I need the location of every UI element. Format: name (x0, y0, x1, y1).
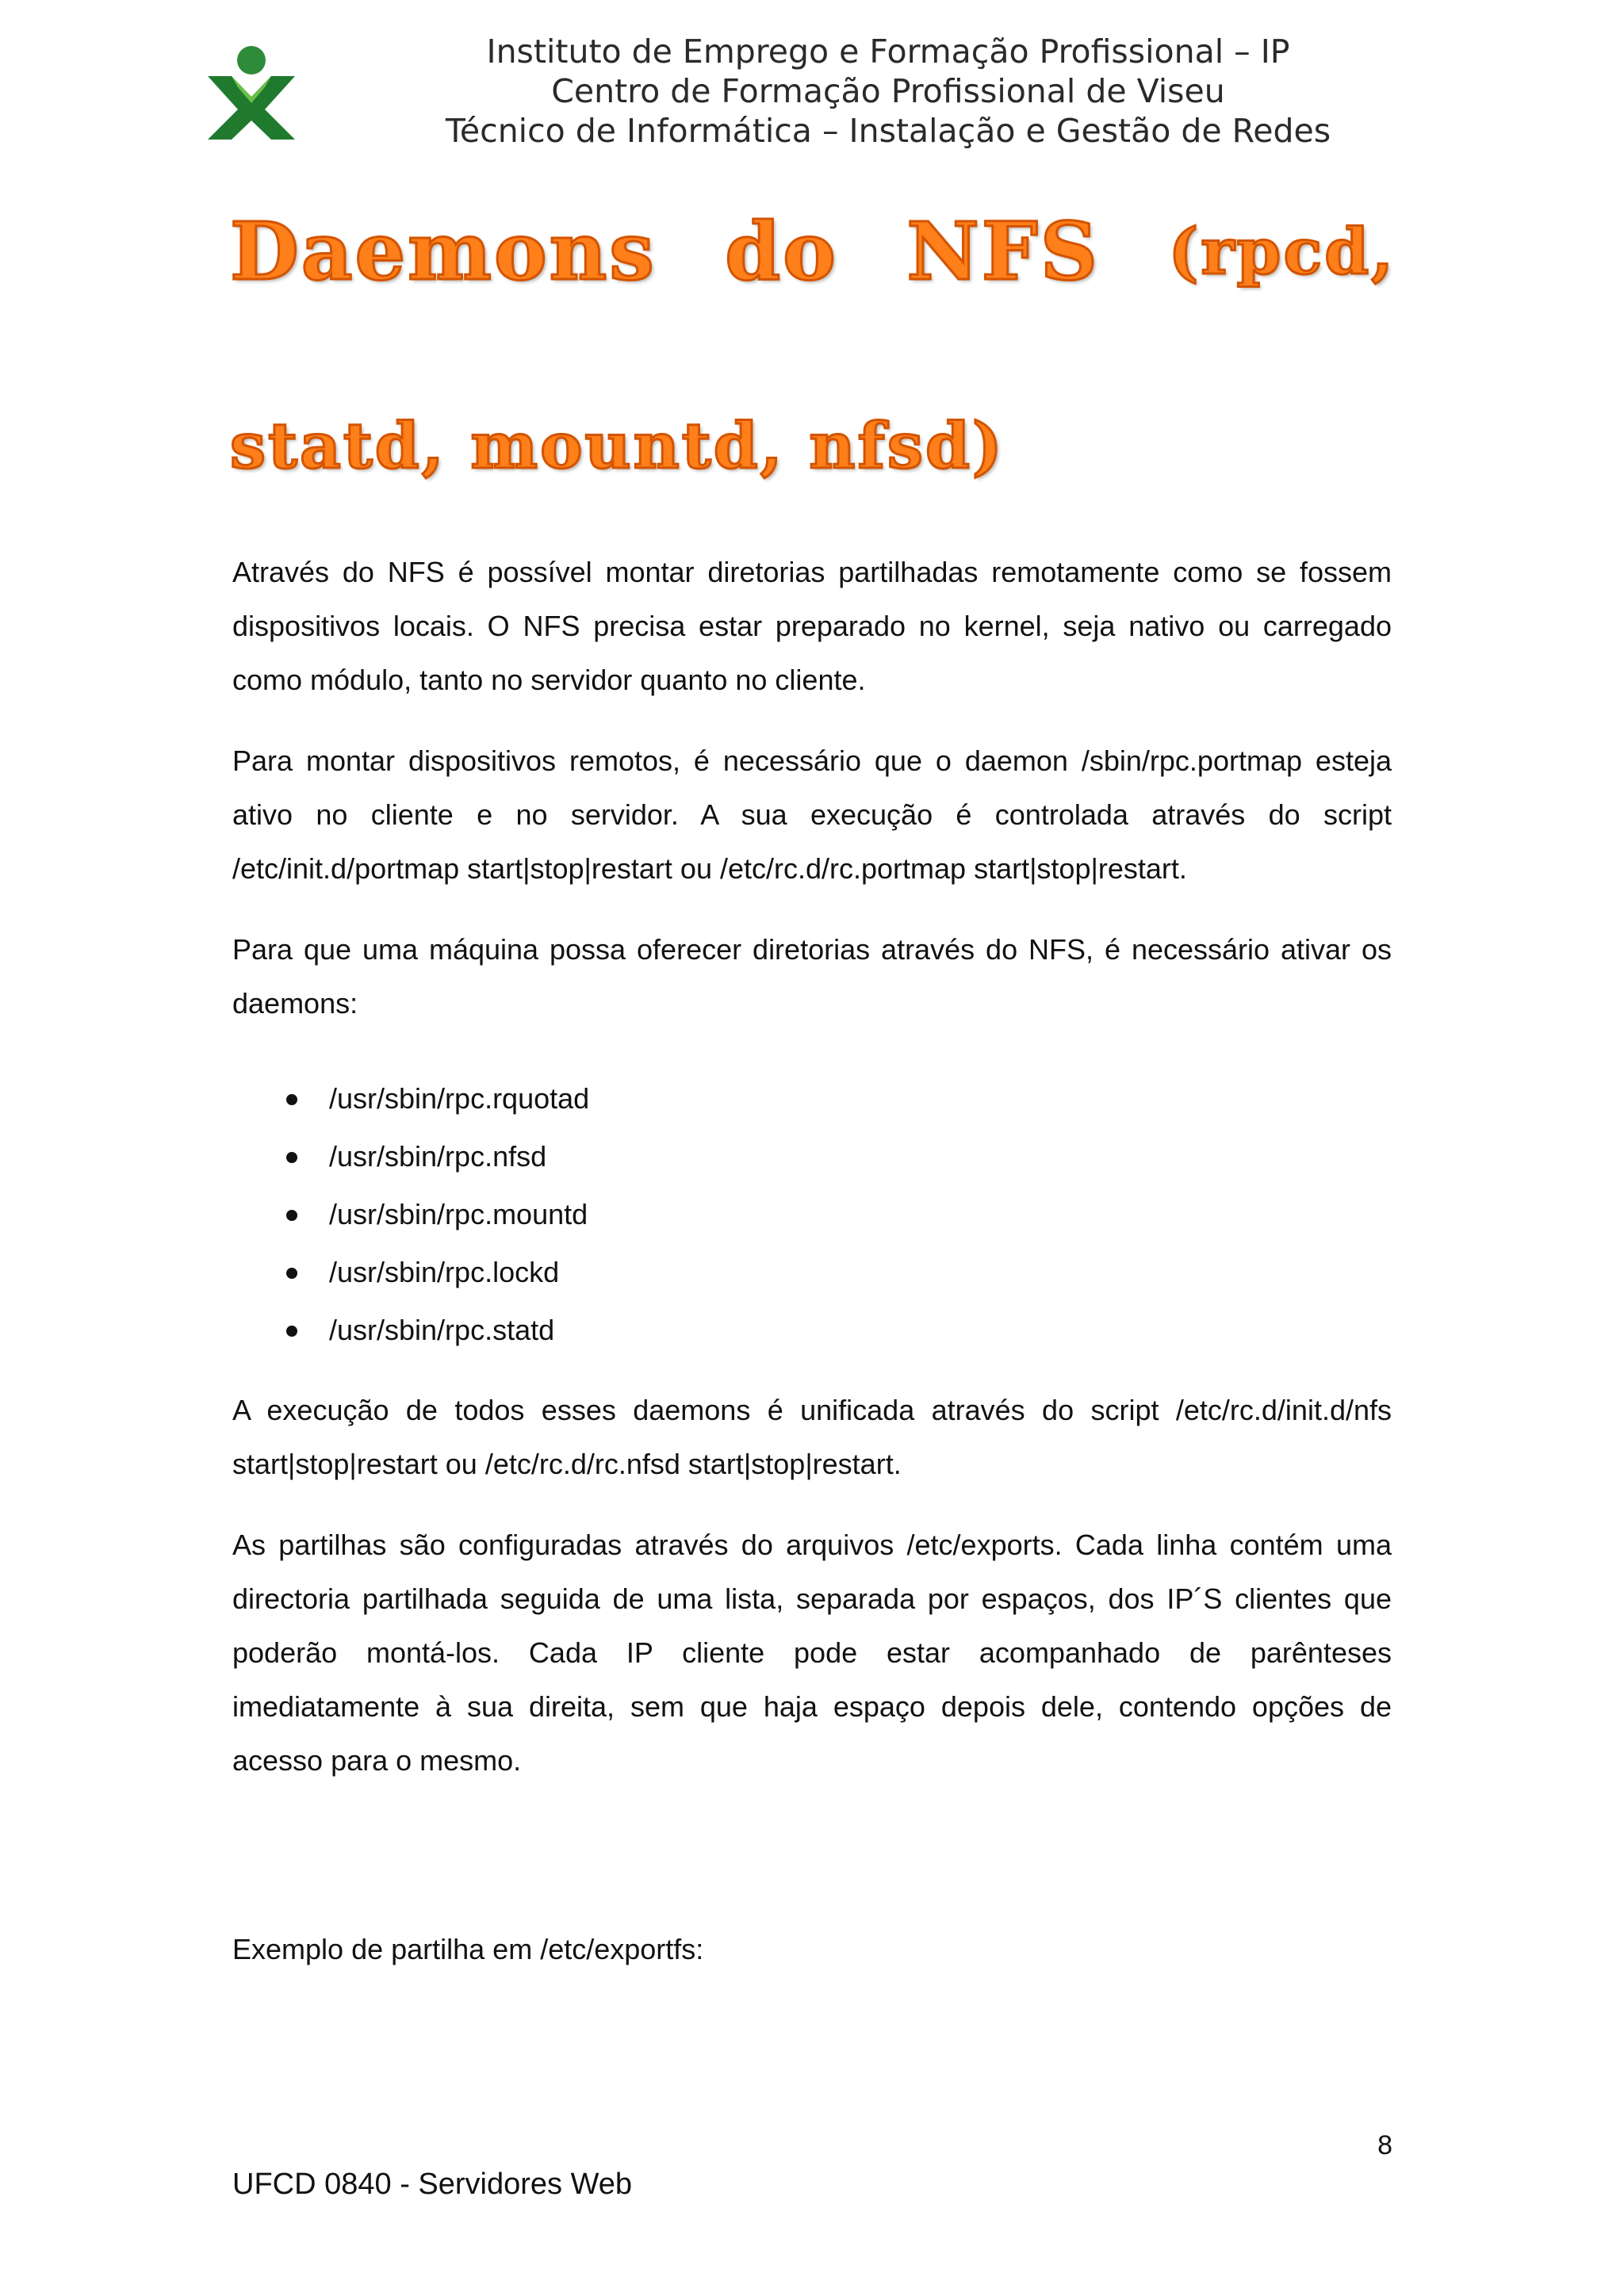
paragraph-exports: As partilhas são configuradas através do arquivos /etc/exports. Cada linha contém uma directoria partilhada seguida de uma lista, separada por espaços, dos IP´S clientes que poderão montá-los. Cada IP cliente pode estar acompanhado de parênteses imediatamente à sua direita, sem que haja espaço depois dele, contendo opções de acesso para o mesmo. (232, 1529, 1392, 1777)
paragraph-portmap: Para montar dispositivos remotos, é necessário que o daemon /sbin/rpc.portmap esteja ativo no cliente e no servidor. A sua execução é controlada através do script /etc/init.d/portmap start|stop|restart ou /etc/rc.d/rc.portmap start|stop|restart. (232, 744, 1392, 885)
paragraph-example: Exemplo de partilha em /etc/exportfs: (232, 1933, 704, 1965)
header-text (333, 32, 1443, 151)
paragraph-intro: Através do NFS é possível montar diretorias partilhadas remotamente como se fossem dispositivos locais. O NFS precisa estar preparado no kernel, seja nativo ou carregado como módulo, tanto no servidor quanto no cliente. (232, 556, 1392, 696)
list-item: /usr/sbin/rpc.rquotad (232, 1072, 1392, 1130)
paragraph-daemons-intro: Para que uma máquina possa oferecer diretorias através do NFS, é necessário ativar os daemons: (232, 933, 1392, 1020)
title-word-nfs: NFS (906, 205, 1100, 298)
iefp-logo-icon (200, 40, 303, 143)
title-word-do: do (725, 205, 838, 298)
daemon-list (232, 1072, 1392, 1361)
document-header (0, 25, 1624, 160)
title-line-1 (230, 205, 1396, 298)
body-content (232, 545, 1392, 2003)
title-word-rpcd: (rpcd, (1168, 214, 1396, 289)
course-name: Técnico de Informática – Instalação e Gestão de Redes (445, 112, 1331, 150)
page-number: 8 (1377, 2130, 1392, 2160)
title-line-2: statd, mountd, nfsd) (230, 408, 1005, 483)
list-item: /usr/sbin/rpc.nfsd (232, 1130, 1392, 1188)
list-item: /usr/sbin/rpc.statd (232, 1303, 1392, 1361)
blank-space (232, 1815, 1392, 1923)
list-item: /usr/sbin/rpc.lockd (232, 1246, 1392, 1303)
center-name: Centro de Formação Profissional de Viseu (551, 72, 1225, 110)
institute-name: Instituto de Emprego e Formação Profissional – IP (486, 33, 1290, 71)
list-item: /usr/sbin/rpc.mountd (232, 1188, 1392, 1246)
paragraph-unified-script: A execução de todos esses daemons é unificada através do script /etc/rc.d/init.d/nfs start|stop|restart ou /etc/rc.d/rc.nfsd start|stop|restart. (232, 1394, 1392, 1480)
title-word-daemons: Daemons (230, 205, 657, 298)
footer-course: UFCD 0840 - Servidores Web (232, 2168, 633, 2201)
